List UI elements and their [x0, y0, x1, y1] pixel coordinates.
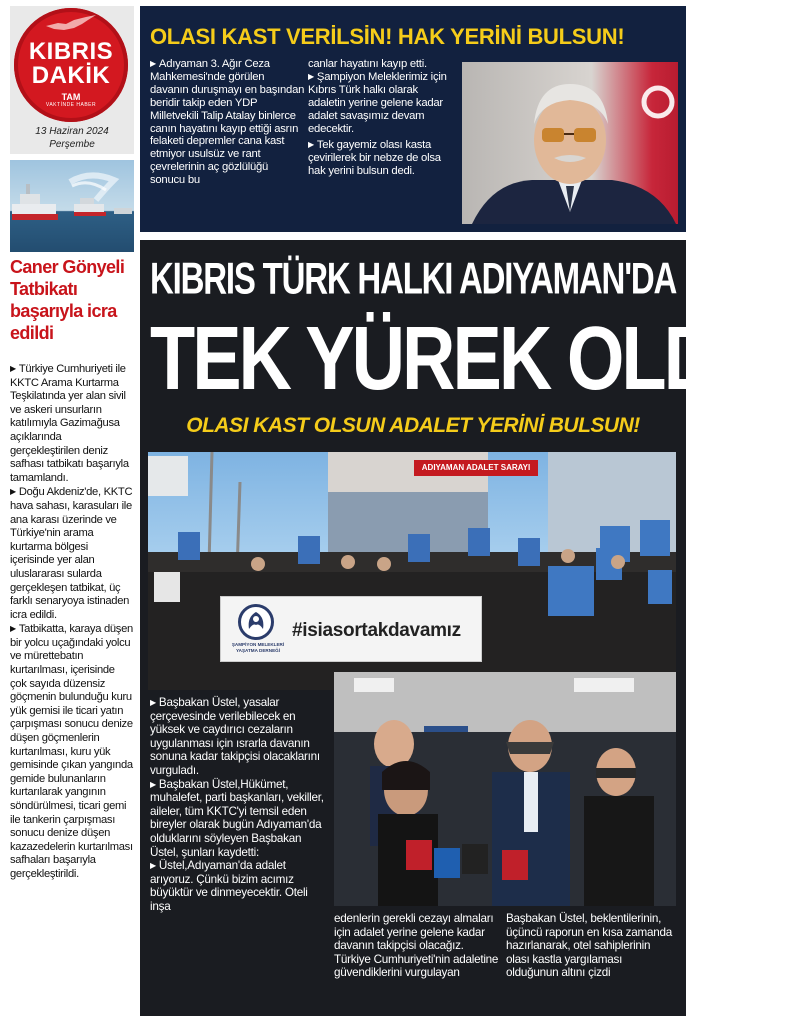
top-story-column-2: canlar hayatını kayıp etti. ▶ Şampiyon Meleklerimiz için Kıbrıs Türk halkı olarak adaletin yerine gelene kadar adalet savaşımız devam edecektir. ▶ Tek gayemiz olası kasta çevirilerek bir nebze de olsa hak yerini bulsun dedi.: [308, 58, 447, 178]
main-headline-line2: TEK YÜREK OLDU!: [150, 307, 786, 409]
politician-portrait-photo: [462, 62, 678, 224]
building-sign: ADIYAMAN ADALET SARAYI: [414, 460, 538, 476]
cyprus-map-icon: [44, 14, 98, 34]
bullet-icon: ▶: [150, 861, 156, 871]
bullet-icon: ▶: [150, 698, 156, 707]
banner-hashtag: #isiasortakdavamız: [292, 620, 461, 641]
main-story-column-1: ▶ Başbakan Üstel, yasalar çerçevesinde verilebilecek en yüksek ve caydırıcı cezaların uygulanması için ısrarla davanın sonuna kadar takipçisi olacaklarını vurguladı. ▶ Başbakan Üstel,Hükümet, muhalefet, parti başkanları, vekiller, aileler, tüm KKTC'yi temsil eden bireyler olarak bugün Adıyaman'da olduklarını söyleyen Başbakan Üstel, şunları kaydetti: ▶ Üstel,Adıyaman'da adalet arıyoruz. Çünkü bizim acımız büyüktür ve dinmeyecektir. Oteli inşa: [150, 696, 324, 913]
logo-line2: DAKİK: [31, 62, 111, 89]
main-subheadline: OLASI KAST OLSUN ADALET YERİNİ BULSUN!: [186, 414, 640, 437]
left-story-paragraph: ▶ Doğu Akdeniz'de, KKTC hava sahası, karasuları ile ana karası üzerinde ve Türkiye'nin arama kurtarma bölgesi içerisinde yer alan uluslararası sularda gerçekleşen tatbikat, üç farklı senaryoya istinaden icra edildi.: [10, 486, 133, 621]
bullet-icon: ▶: [10, 487, 16, 497]
logo-tagline-small: VAKTİNDE HABER: [45, 102, 97, 108]
bullet-icon: ▶: [150, 59, 156, 68]
top-story-column-1: ▶ Adıyaman 3. Ağır Ceza Mahkemesi'nde görülen davanın duruşmayı en başından beridir takip eden YDP Milletvekili Talip Atalay binlerce canın hayatını kayıp ettiği asrın felaketi depremler cana kast etmiyor usulsüz ve rant çevrelerinin aç gözlülüğü sonucu bu: [150, 58, 305, 187]
banner-org-name: ŞAMPİYON MELEKLERİ YAŞATMA DERNEĞİ: [231, 642, 285, 653]
bullet-icon: ▶: [10, 624, 16, 634]
logo-tagline: TAM: [61, 92, 81, 102]
angel-emblem-icon: [241, 607, 271, 637]
press-conference-photo: [334, 672, 676, 906]
left-story-paragraph: ▶ Tatbikatta, karaya düşen bir yolcu uçağındaki yolcu ve mürettebatın kurtarılması, içerisinde çok sayıda düzensiz göçmenin bulunduğu kuru yük gemisi ile ticari yatın çarpışması sonucu denize düşen göçmenlerin kurtarılması, kuru yük gemisinde çıkan yangında gemide bulunanların kurtarılarak yangının söndürülmesi, ticari gemi ile tankerin çarpışması sonucu denize düşen kazazedelerin kurtarılması safhaları başarıyla gerçekleştirildi.: [10, 623, 133, 880]
main-story-column-3: Başbakan Üstel, beklentilerinin, üçüncü raporun en kısa zamanda hazırlanarak, otel sahiplerinin olası kastla yargılaması olduğunun altını çizdi: [506, 912, 672, 980]
top-story-headline: OLASI KAST VERİLSİN! HAK YERİNİ BULSUN!: [150, 24, 625, 49]
logo-line1: KIBRIS: [28, 38, 114, 65]
bullet-icon: ▶: [308, 140, 314, 150]
left-story-headline: Caner Gönyeli Tatbikatı başarıyla icra edildi: [10, 257, 125, 343]
main-story-column-2: edenlerin gerekli cezayı almaları için adalet yerine gelene kadar davanın takipçisi olacağız. Türkiye Cumhuriyeti'nin adaletine güvendiklerini vurgulayan: [334, 912, 499, 980]
ship-illustration: [10, 160, 134, 252]
main-headline-line1: KIBRIS TÜRK HALKI ADIYAMAN'DA: [150, 253, 677, 303]
association-logo-icon: [238, 604, 274, 640]
press-illustration: [334, 672, 676, 906]
issue-day: Perşembe: [49, 139, 95, 150]
ship-photo: [10, 160, 134, 252]
portrait-illustration: [462, 62, 678, 224]
left-story-paragraph: ▶ Türkiye Cumhuriyeti ile KKTC Arama Kurtarma Teşkilatında yer alan sivil ve askeri unsurların katılımıyla Gazimağusa açıklarında gerçekleştirilen deniz safhası tatbikatı başarıyla tamamlandı.: [10, 363, 129, 484]
bullet-icon: ▶: [308, 71, 314, 81]
issue-date: 13 Haziran 2024: [35, 126, 109, 137]
bullet-icon: ▶: [10, 364, 16, 373]
left-story-body: [10, 362, 134, 882]
bullet-icon: ▶: [150, 779, 156, 789]
